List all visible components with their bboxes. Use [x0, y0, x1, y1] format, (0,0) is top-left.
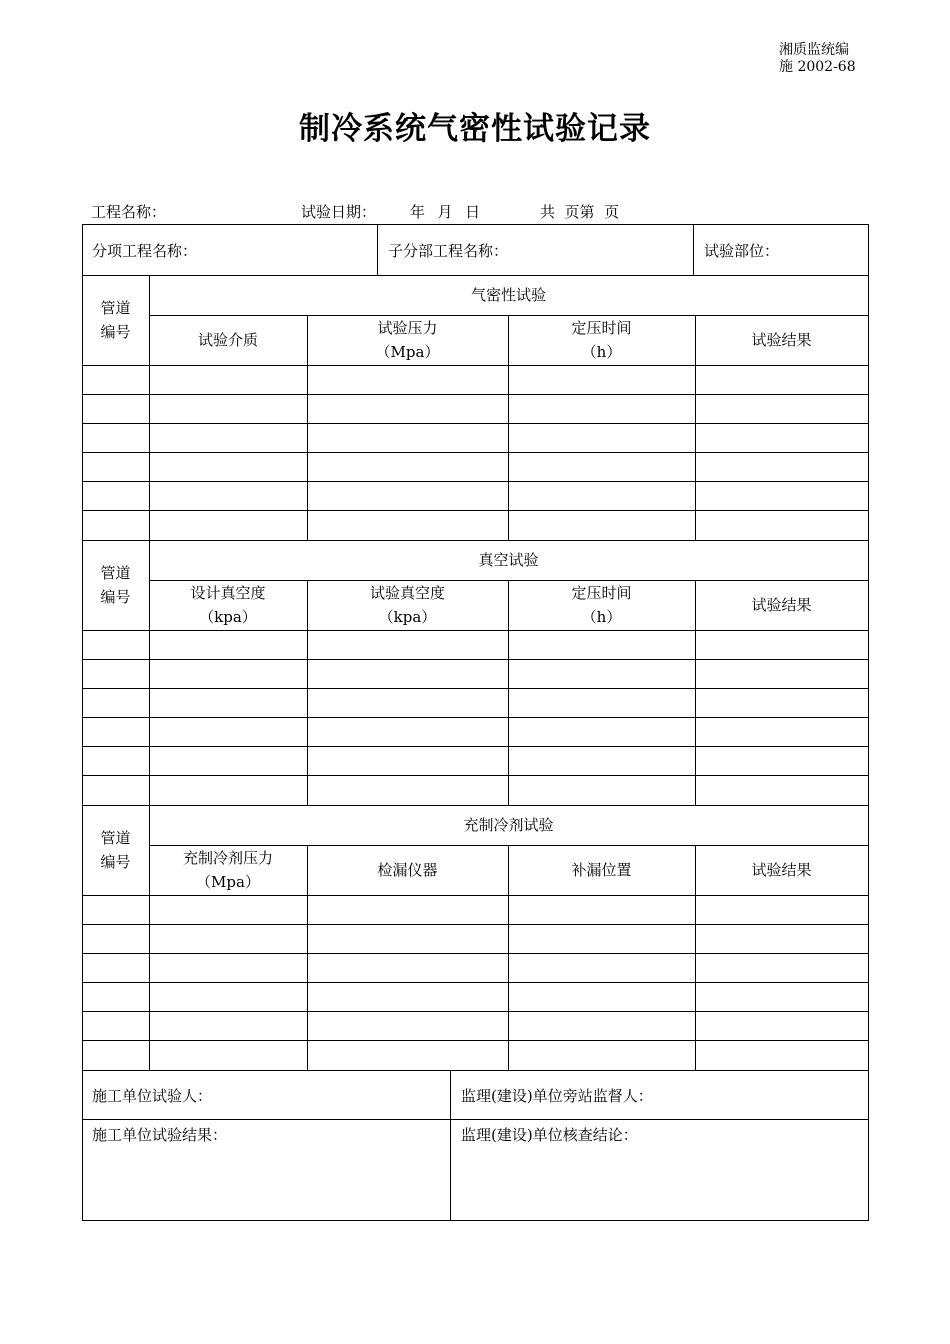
table-row-rule [82, 746, 869, 747]
vacuum-col-test [307, 580, 508, 630]
airtight-col-time-unit: （h） [581, 343, 622, 361]
vacuum-col-result: 试验结果 [751, 596, 812, 614]
pipe-number-line2: 编号 [100, 588, 131, 606]
vacuum-col-design-line1: 设计真空度 [190, 584, 266, 602]
airtight-col-time-line1: 定压时间 [571, 319, 632, 337]
form-code [779, 42, 856, 76]
vacuum-col-test-unit: （kpa） [378, 608, 437, 626]
test-location-label: 试验部位： [704, 242, 780, 260]
table-row-rule [82, 423, 869, 424]
pipe-number-line1: 管道 [100, 299, 131, 317]
table-row-rule [82, 510, 869, 511]
table-row-rule [82, 1040, 869, 1041]
table-bottom-border [82, 1220, 869, 1221]
table-row-rule [82, 953, 869, 954]
airtight-col-pressure-unit: （Mpa） [375, 343, 440, 361]
page-title: 制冷系统气密性试验记录 [299, 111, 651, 147]
airtight-col-time [508, 315, 695, 365]
pipe-number-line2: 编号 [100, 853, 131, 871]
refrigerant-col-pressure-unit: （Mpa） [196, 873, 260, 891]
airtight-col-medium: 试验介质 [197, 331, 258, 349]
table-row-rule [82, 481, 869, 482]
pipe-number-line1: 管道 [100, 564, 131, 582]
pipe-number-line2: 编号 [100, 323, 131, 341]
pipe-number-header [82, 540, 149, 630]
check-conclusion-label: 监理(建设)单位核查结论： [461, 1126, 638, 1144]
airtight-title: 气密性试验 [470, 286, 546, 304]
tester-label: 施工单位试验人： [92, 1087, 213, 1105]
pipe-number-header [82, 275, 149, 365]
table-top-border [82, 224, 869, 225]
test-result-label: 施工单位试验结果： [92, 1126, 228, 1144]
project-name-label: 工程名称： [91, 203, 167, 221]
refrigerant-col-repair: 补漏位置 [571, 861, 632, 879]
vacuum-col-time-unit: （h） [581, 608, 622, 626]
vacuum-col-time [508, 580, 695, 630]
table-row-rule [82, 775, 869, 776]
pipe-number-line1: 管道 [100, 829, 131, 847]
vacuum-col-design [149, 580, 307, 630]
table-rule [377, 224, 378, 276]
airtight-col-pressure [307, 315, 508, 365]
page-count: 共 页第 页 [540, 203, 620, 221]
vacuum-col-time-line1: 定压时间 [571, 584, 632, 602]
table-row-rule [82, 659, 869, 660]
table-rule [82, 365, 869, 366]
table-row-rule [82, 452, 869, 453]
refrigerant-col-pressure [149, 845, 307, 895]
table-rule [82, 1119, 869, 1120]
vacuum-col-design-unit: （kpa） [199, 608, 257, 626]
test-date-value: 年 月 日 [410, 203, 482, 221]
table-row-rule [82, 688, 869, 689]
airtight-col-pressure-line1: 试验压力 [377, 319, 438, 337]
form-code-line1: 湘质监统编 [779, 42, 849, 58]
section-bottom-rule [82, 1070, 869, 1071]
table-rule [82, 895, 869, 896]
table-row-rule [82, 1011, 869, 1012]
supervisor-label: 监理(建设)单位旁站监督人： [461, 1087, 653, 1105]
table-row-rule [82, 982, 869, 983]
test-date-label: 试验日期： [301, 203, 377, 221]
table-row-rule [82, 394, 869, 395]
airtight-col-result: 试验结果 [751, 331, 812, 349]
sub-division-label: 子分部工程名称： [388, 242, 509, 260]
refrigerant-title: 充制冷剂试验 [463, 816, 554, 834]
table-rule [693, 224, 694, 276]
table-rule [82, 630, 869, 631]
table-rule [450, 1070, 451, 1221]
refrigerant-col-detector: 检漏仪器 [377, 861, 438, 879]
refrigerant-col-result: 试验结果 [751, 861, 812, 879]
form-code-line2: 施 2002-68 [779, 59, 856, 75]
sub-project-label: 分项工程名称： [92, 242, 198, 260]
table-left-border [82, 224, 83, 1221]
pipe-number-header [82, 805, 149, 895]
table-right-border [868, 224, 869, 1221]
refrigerant-col-pressure-line1: 充制冷剂压力 [182, 849, 273, 867]
table-row-rule [82, 924, 869, 925]
table-row-rule [82, 717, 869, 718]
vacuum-title: 真空试验 [478, 551, 539, 569]
vacuum-col-test-line1: 试验真空度 [369, 584, 445, 602]
